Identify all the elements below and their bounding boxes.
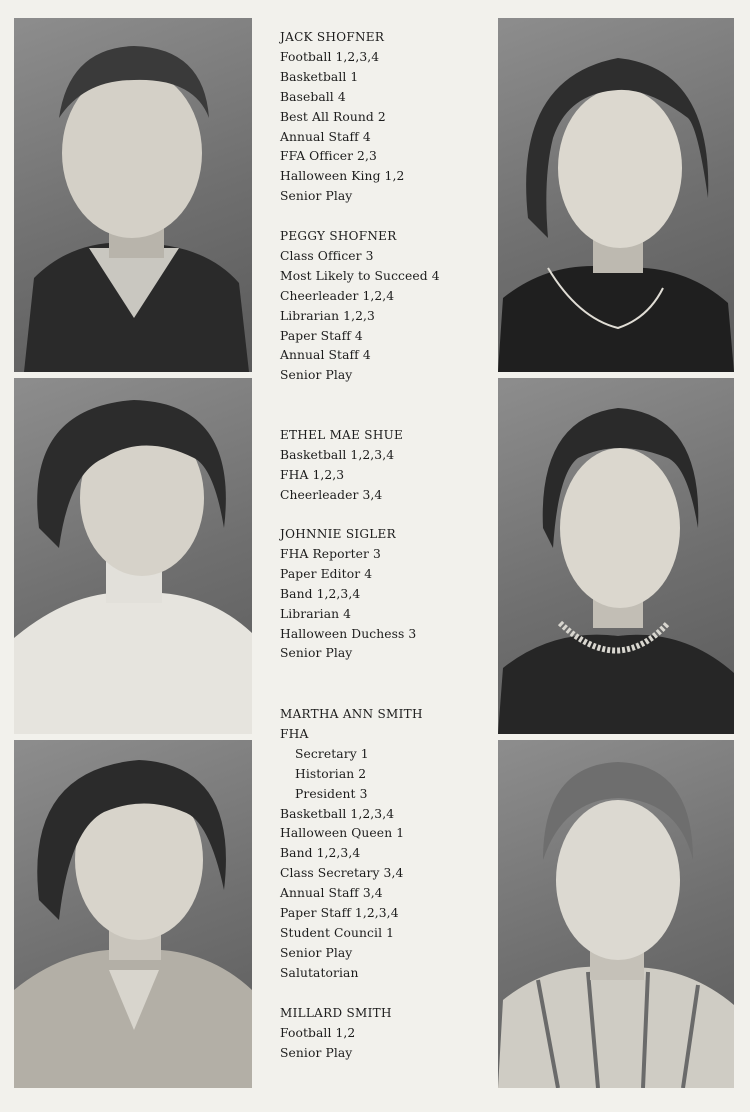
activity-item: Senior Play: [280, 1045, 353, 1060]
portrait-martha-ann-smith: [14, 740, 252, 1088]
student-name: MILLARD SMITH: [280, 1006, 392, 1020]
activity-item: Basketball 1: [280, 69, 359, 84]
activity-item: Halloween Duchess 3: [280, 626, 417, 641]
student-name: JACK SHOFNER: [280, 30, 385, 44]
student-name: MARTHA ANN SMITH: [280, 707, 423, 721]
activity-item: Basketball 1,2,3,4: [280, 806, 395, 821]
activity-item: FHA Reporter 3: [280, 546, 381, 561]
activity-item: Class Officer 3: [280, 248, 374, 263]
activity-item: Librarian 4: [280, 606, 352, 621]
bio-millard-smith: [280, 1004, 490, 1064]
activity-item: Librarian 1,2,3: [280, 308, 375, 323]
activity-item: Paper Editor 4: [280, 566, 373, 581]
activity-item: Student Council 1: [280, 925, 395, 940]
activity-item: Cheerleader 3,4: [280, 487, 383, 502]
bio-peggy-shofner: [280, 227, 490, 386]
activity-sub-item: Historian 2: [295, 766, 367, 781]
activity-item: Band 1,2,3,4: [280, 846, 361, 861]
activity-item: Class Secretary 3,4: [280, 866, 404, 881]
activity-item: Paper Staff 1,2,3,4: [280, 906, 399, 921]
bio-jack-shofner: [280, 28, 490, 207]
activity-item: Halloween Queen 1: [280, 826, 405, 841]
activity-item: Annual Staff 4: [280, 129, 371, 144]
activity-item: Annual Staff 3,4: [280, 886, 383, 901]
activity-item: Salutatorian: [280, 965, 359, 980]
portrait-millard-smith: [498, 740, 734, 1088]
activity-sub-item: President 3: [295, 786, 368, 801]
activity-item: FHA: [280, 726, 309, 741]
bio-johnnie-sigler: [280, 525, 490, 664]
activity-item: Paper Staff 4: [280, 328, 363, 343]
activity-sub-item: Secretary 1: [295, 746, 369, 761]
activity-item: Senior Play: [280, 646, 353, 661]
activity-item: FFA Officer 2,3: [280, 149, 377, 164]
portrait-johnnie-sigler: [498, 378, 734, 734]
activity-item: Senior Play: [280, 368, 353, 383]
activity-item: Football 1,2: [280, 1025, 356, 1040]
activity-item: Cheerleader 1,2,4: [280, 288, 395, 303]
activity-item: Most Likely to Succeed 4: [280, 268, 440, 283]
portrait-peggy-shofner: [498, 18, 734, 372]
bio-martha-ann-smith: [280, 705, 490, 984]
bio-ethel-mae-shue: [280, 426, 490, 506]
activity-item: Halloween King 1,2: [280, 169, 405, 184]
portrait-ethel-mae-shue: [14, 378, 252, 734]
activity-item: Basketball 1,2,3,4: [280, 447, 395, 462]
activity-item: Annual Staff 4: [280, 348, 371, 363]
student-name: JOHNNIE SIGLER: [280, 527, 396, 541]
activity-item: Band 1,2,3,4: [280, 586, 361, 601]
activity-item: Football 1,2,3,4: [280, 49, 380, 64]
activity-item: Senior Play: [280, 945, 353, 960]
portrait-jack-shofner: [14, 18, 252, 372]
student-name: ETHEL MAE SHUE: [280, 428, 404, 442]
activity-item: Best All Round 2: [280, 109, 386, 124]
activity-item: Senior Play: [280, 189, 353, 204]
activity-item: Baseball 4: [280, 89, 346, 104]
student-name: PEGGY SHOFNER: [280, 229, 397, 243]
activity-item: FHA 1,2,3: [280, 467, 345, 482]
